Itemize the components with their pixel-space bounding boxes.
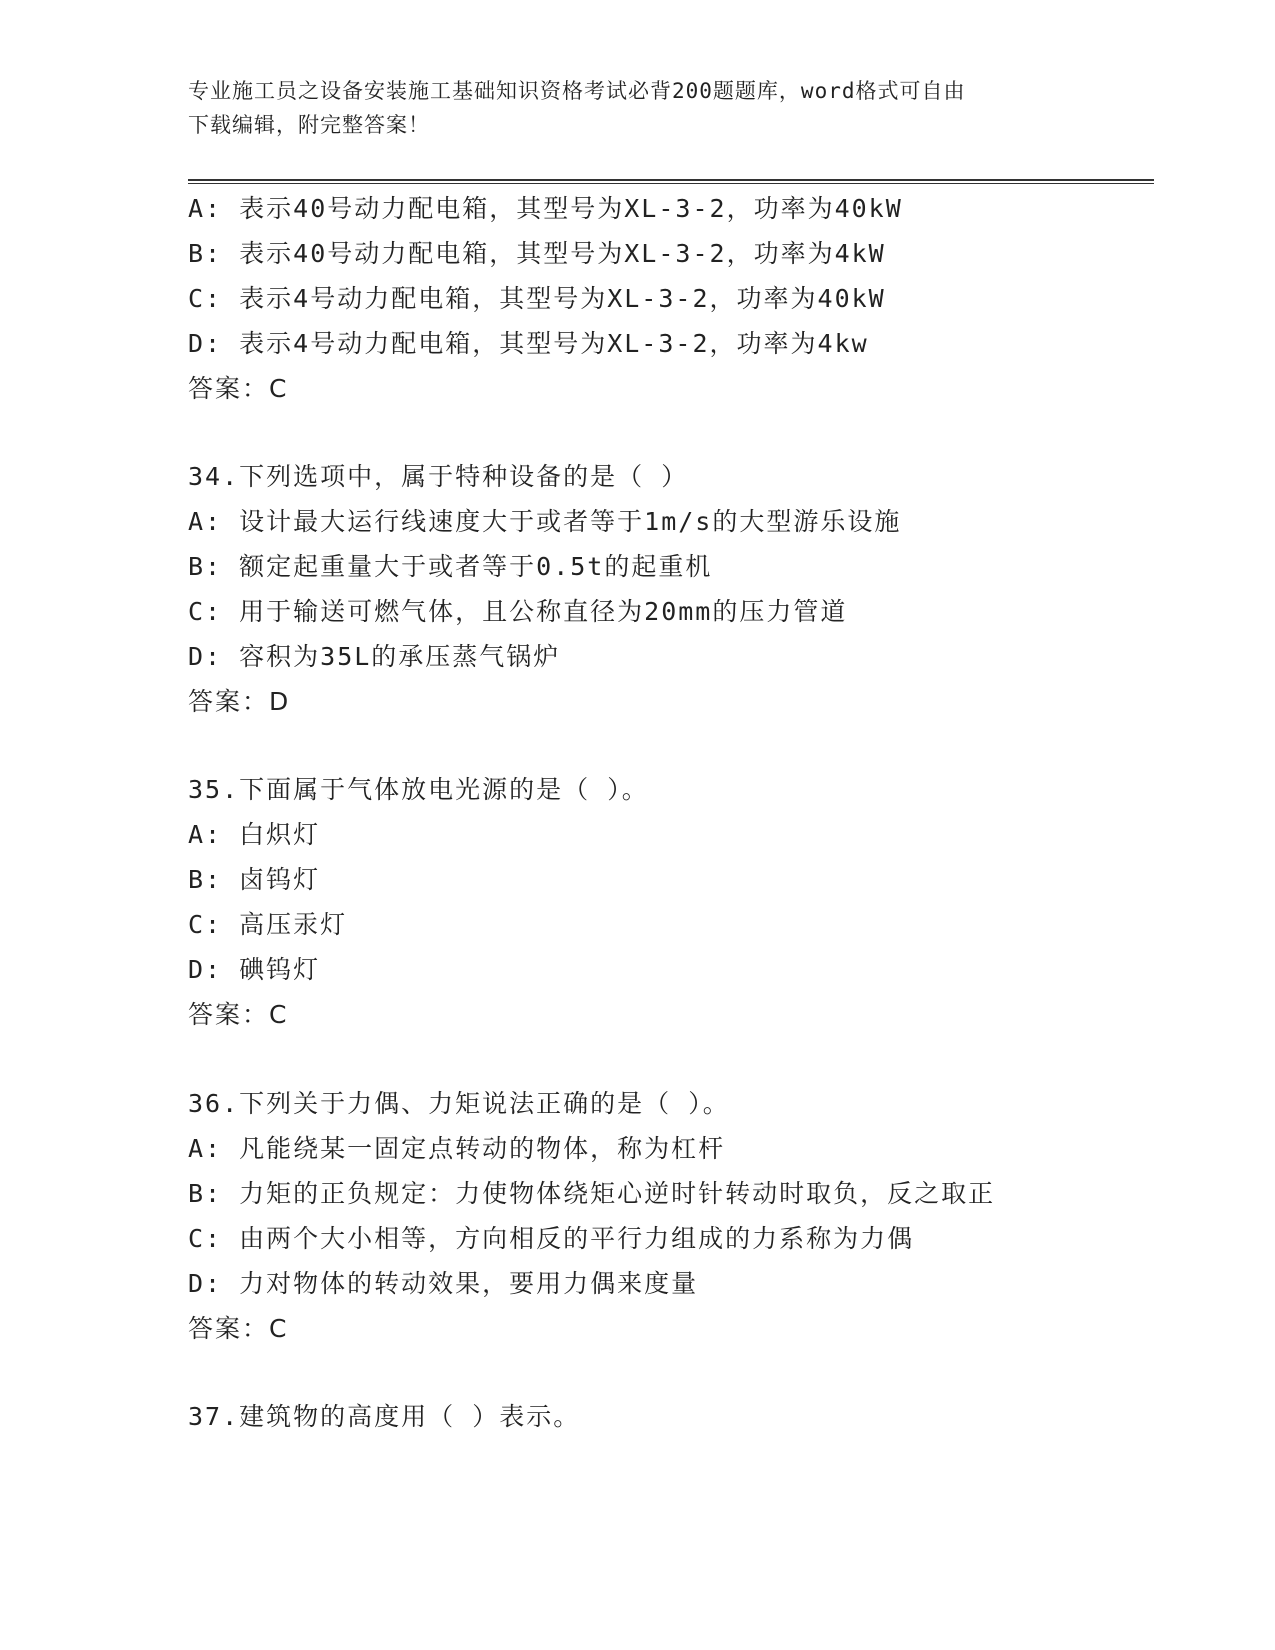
q35-answer: 答案：C [188, 1000, 289, 1029]
q37-question: 37.建筑物的高度用（ ）表示。 [188, 1402, 581, 1431]
q35-option-a: A: 白炽灯 [188, 820, 321, 849]
q33-option-b: B: 表示40号动力配电箱，其型号为XL-3-2，功率为4kW [188, 239, 886, 268]
q34-question: 34.下列选项中，属于特种设备的是（ ） [188, 462, 689, 491]
header-title-line-2: 下载编辑，附完整答案！ [188, 113, 430, 137]
q35-question: 35.下面属于气体放电光源的是（ ）。 [188, 775, 649, 804]
q33-option-a: A: 表示40号动力配电箱，其型号为XL-3-2，功率为40kW [188, 194, 903, 223]
q36-option-d: D: 力对物体的转动效果，要用力偶来度量 [188, 1269, 699, 1298]
q34-option-b: B: 额定起重量大于或者等于0.5t的起重机 [188, 552, 713, 581]
q36-answer: 答案：C [188, 1314, 289, 1343]
q34-option-d: D: 容积为35L的承压蒸气锅炉 [188, 642, 561, 671]
q36-option-a: A: 凡能绕某一固定点转动的物体，称为杠杆 [188, 1134, 726, 1163]
document-header [188, 74, 1088, 142]
q35-option-d: D: 碘钨灯 [188, 955, 321, 984]
q36-question: 36.下列关于力偶、力矩说法正确的是（ ）。 [188, 1089, 730, 1118]
header-title-line-1: 专业施工员之设备安装施工基础知识资格考试必背200题题库，word格式可自由 [188, 79, 966, 103]
q34-option-a: A: 设计最大运行线速度大于或者等于1m/s的大型游乐设施 [188, 507, 902, 536]
q33-option-d: D: 表示4号动力配电箱，其型号为XL-3-2，功率为4kw [188, 329, 869, 358]
header-divider-thin [188, 183, 1154, 184]
header-divider [188, 179, 1154, 181]
q35-option-c: C: 高压汞灯 [188, 910, 348, 939]
q33-answer: 答案：C [188, 374, 289, 403]
q34-answer: 答案：D [188, 687, 291, 716]
q34-option-c: C: 用于输送可燃气体，且公称直径为20mm的压力管道 [188, 597, 848, 626]
q35-option-b: B: 卤钨灯 [188, 865, 321, 894]
q36-option-c: C: 由两个大小相等，方向相反的平行力组成的力系称为力偶 [188, 1224, 915, 1253]
q36-option-b: B: 力矩的正负规定：力使物体绕矩心逆时针转动时取负，反之取正 [188, 1179, 996, 1208]
q33-option-c: C: 表示4号动力配电箱，其型号为XL-3-2，功率为40kW [188, 284, 886, 313]
